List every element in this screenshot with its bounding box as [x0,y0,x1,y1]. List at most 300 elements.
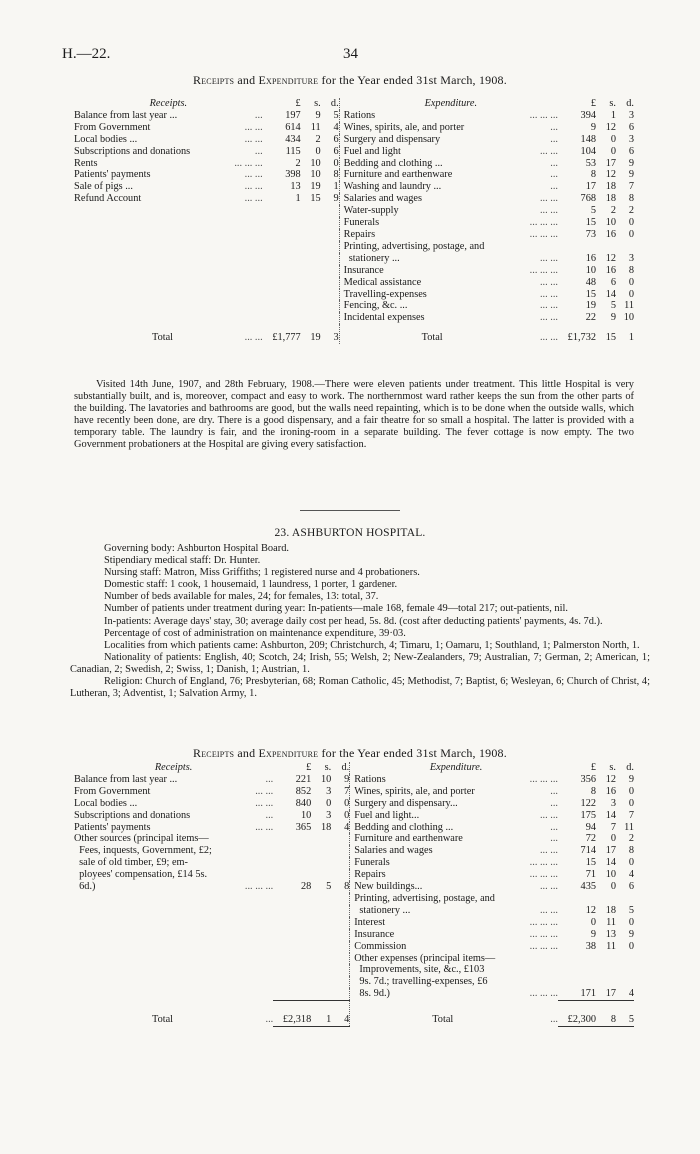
title-rest: for the Year ended 31st March, 1908. [318,746,507,760]
expenditure-pence: 6 [628,121,634,133]
receipt-label [74,833,273,845]
leader-dots: ... [550,181,558,193]
table-row [74,845,634,857]
leader-dots: ... ... [539,332,558,344]
expenditure-label [344,217,558,229]
receipt-shillings: 0 [315,145,321,157]
receipt-pounds: 840 [295,797,312,809]
expenditure-text: Bedding and clothing ... [343,157,443,169]
receipt-pounds: 1 [295,193,301,205]
expenditure-pounds: 16 [585,252,596,264]
expenditure-shillings: 16 [605,785,616,797]
leader-dots: ... ... ... [529,988,558,1000]
expenditure-shillings: 14 [605,857,616,869]
empty-cell [263,229,301,241]
totals-row [74,1001,634,1027]
expenditure-pounds: 15 [585,217,596,229]
expenditure-label [354,905,558,917]
expenditure-label [344,110,558,122]
expenditure-text: Incidental expenses [343,312,425,324]
expenditure-label [354,964,558,976]
receipt-pounds: 614 [285,121,301,133]
receipt-pence: 0 [344,809,350,821]
leader-dots: ... ... ... [529,869,558,881]
table-row [74,917,634,929]
empty-cell [273,929,311,941]
expenditure-text: Printing, advertising, postage, and [343,240,485,252]
receipt-text: Subscriptions and donations [74,145,191,157]
expenditure-label [344,277,558,289]
expenditure-text: Wines, spirits, ale, and porter [343,121,465,133]
expenditure-label [354,953,558,965]
expenditure-pounds: 171 [580,988,596,1000]
receipt-shillings: 0 [326,797,332,809]
table-heading-row [74,762,634,774]
info-paragraph: Nationality of patients: English, 40; Scotch, 24; Irish, 55; Welsh, 2; New-Zealanders, 79; Australian, 7; German, 2; American, 1; Canadian, 2; Swedish, 2; Swiss, 1; Danish, 1; Austrian, 1. [70,651,650,675]
receipt-label [74,169,263,181]
empty-cell [301,241,321,253]
receipt-pence [331,833,350,845]
table-row [74,253,634,265]
empty-cell [74,241,263,253]
expenditure-pence: 9 [628,928,634,940]
info-paragraph: Number of patients under treatment during year: In-patients—male 168, female 49—total 217; out-patients, nil. [104,603,568,615]
receipt-shillings: 19 [310,181,321,193]
expenditure-pence: 9 [628,773,634,785]
pence-head: d. [626,98,634,109]
expenditure-text: Surgery and dispensary... [354,797,458,809]
receipt-pounds: 852 [295,785,312,797]
leader-dots: ... ... [244,133,263,145]
expenditure-label [344,229,558,241]
empty-cell [74,205,263,217]
table-row [74,205,634,217]
empty-cell [74,253,263,265]
receipt-shillings [311,857,331,869]
empty-cell [273,905,311,917]
empty-cell [263,277,301,289]
expenditure-pence: 10 [623,312,634,324]
empty-cell [263,300,301,312]
expenditure-shillings: 10 [605,869,616,881]
pence-head: d. [330,98,339,109]
expenditure-text: Furniture and earthenware [343,169,453,181]
expenditure-pence: 7 [628,181,634,193]
expenditure-label [344,122,558,134]
receipt-label [74,845,273,857]
expenditure-label [354,822,558,834]
expenditure-label [344,146,558,158]
receipt-pence: 0 [333,157,339,169]
receipt-pence: 6 [333,133,339,145]
empty-cell [273,917,311,929]
receipt-pence: 9 [333,193,339,205]
title-and-word: and [234,746,259,760]
empty-cell [321,300,340,312]
expenditure-text: Wines, spirits, ale, and porter [354,785,475,797]
leader-dots: ... [550,785,558,797]
empty-cell [74,988,273,1000]
leader-dots: ... ... [539,145,558,157]
empty-cell [301,265,321,277]
leader-dots: ... ... ... [529,916,558,928]
title-receipts-word: Receipts [193,746,235,760]
receipt-text: From Government [74,121,151,133]
visit-report-paragraph: Visited 14th June, 1907, and 28th February, 1908.—There were eleven patients under treatment. This little Hospital is very substantially built, and is, moreover, compact and easy to work. The northernmost ward rather keeps the sun from the other parts of the building. The lavatories and bathrooms are good, but the walls need repainting, which is to be done when the outside walls, which have recently been done, are dry. There is a good dispensary, and a fair theatre for so small a hospital. The latter is provided with a temporary table. The laundry is fair, and the ironing-room in a separate building. The fever cottage is now empty. The two Government probationers at the Hospital are giving every satisfaction. [74,379,634,450]
leader-dots: ... [265,1013,274,1025]
expenditure-shillings [596,893,616,905]
receipt-text: From Government [74,785,151,797]
receipt-pounds [273,869,311,881]
expenditure-text: Washing and laundry ... [343,181,442,193]
empty-cell [301,229,321,241]
title-rest: for the Year ended 31st March, 1908. [318,73,507,87]
expenditure-total-label [354,1001,558,1027]
leader-dots: ... [265,809,274,821]
leader-dots: ... [550,169,558,181]
expenditure-shillings [596,241,616,253]
table-row [74,181,634,193]
receipt-label [74,158,263,170]
receipt-pence: 9 [344,773,350,785]
expenditure-pounds: 71 [585,869,596,881]
receipt-label [74,810,273,822]
expenditure-pounds: 8 [590,785,596,797]
receipt-pounds: 2 [295,157,301,169]
empty-cell [331,893,350,905]
expenditure-pence: 6 [628,881,634,893]
table-row [74,953,634,965]
leader-dots: ... ... [539,193,558,205]
expenditure-shillings: 0 [610,881,616,893]
expenditure-text: Rations [354,773,386,785]
receipt-text: Refund Account [74,193,142,205]
expenditure-pounds [558,893,596,905]
table-row [74,300,634,312]
expenditure-pence: 5 [628,904,634,916]
leader-dots: ... ... ... [529,857,558,869]
expenditure-text: Salaries and wages [343,193,422,205]
expenditure-shillings: 0 [610,133,616,145]
empty-cell [301,253,321,265]
expenditure-shillings: 9 [610,312,616,324]
title-expenditure-word: Expenditure [258,73,319,87]
expenditure-shillings: 12 [605,169,616,181]
expenditure-pounds [558,964,596,976]
receipt-pounds: 197 [285,109,301,121]
expenditure-text: Medical assistance [343,276,422,288]
shilling-head: s. [609,98,616,109]
table-row [74,976,634,988]
table-row [74,158,634,170]
receipt-shillings: 2 [315,133,321,145]
receipt-shillings [311,845,331,857]
table-row [74,229,634,241]
expenditure-pence: 11 [624,300,634,312]
empty-cell [321,253,340,265]
expenditure-label [354,869,558,881]
expenditure-label [344,265,558,277]
leader-dots: ... ... [539,845,558,857]
expenditure-pence [616,964,634,976]
expenditure-shillings: 17 [605,988,616,1000]
receipt-label [74,881,273,893]
expenditure-text: Water-supply [343,205,399,217]
receipt-pence: 4 [333,121,339,133]
expenditure-shillings: 5 [610,300,616,312]
expenditure-label [354,798,558,810]
expenditure-shillings: 14 [605,809,616,821]
expenditure-text: Bedding and clothing ... [354,821,454,833]
section-divider [300,510,400,511]
empty-cell [321,241,340,253]
leader-dots: ... ... ... [529,109,558,121]
expenditure-shillings: 11 [606,916,616,928]
leader-dots: ... ... [244,181,263,193]
expenditure-label [344,241,558,253]
expenditure-pence: 0 [628,916,634,928]
expenditure-pounds: 38 [585,940,596,952]
empty-cell [273,988,311,1000]
leader-dots: ... [550,121,558,133]
expenditure-pounds: 104 [580,145,596,157]
expenditure-shillings: 18 [605,193,616,205]
expenditure-text: Funerals [354,857,390,869]
expenditure-total-label [344,324,558,344]
empty-cell [331,917,350,929]
leader-dots: ... ... [539,809,558,821]
expenditure-pounds: 5 [590,205,596,217]
expenditure-text: Furniture and earthenware [354,833,463,845]
title-receipts-word: Receipts [193,73,235,87]
expenditure-text: Rations [343,109,376,121]
pound-head: £ [590,98,596,109]
expenditure-pounds: 435 [580,881,596,893]
leader-dots: ... ... [244,121,263,133]
section2-title [0,746,700,761]
expenditure-text: Other expenses (principal items— [354,952,496,964]
section2-accounts-table [74,762,634,1027]
receipt-pence: 8 [333,169,339,181]
receipts-total-text: Total [152,1013,174,1025]
shilling-head: s. [324,762,332,773]
expenditure-shillings: 3 [610,797,616,809]
receipt-pence: 7 [344,785,350,797]
page-reference: H.—22. [62,46,111,62]
info-line: Nursing staff: Matron, Miss Griffiths; 1 registered nurse and 4 probationers. [104,567,420,579]
empty-cell [311,953,331,965]
expenditure-shillings: 7 [610,821,616,833]
expenditure-pence: 6 [628,145,634,157]
leader-dots: ... ... [244,169,263,181]
empty-cell [74,929,273,941]
empty-cell [273,941,311,953]
receipt-pence: 4 [344,821,350,833]
expenditure-text: Repairs [343,228,376,240]
empty-cell [301,312,321,324]
empty-cell [331,964,350,976]
table-row [74,241,634,253]
leader-dots: ... [550,1013,558,1025]
leader-dots: ... ... [244,332,263,344]
expenditure-total-text: Total [432,1013,454,1025]
leader-dots: ... ... ... [234,157,263,169]
expenditure-heading: Expenditure. [424,98,478,109]
leader-dots: ... [550,797,558,809]
table-row [74,988,634,1000]
info-paragraph: Localities from which patients came: Ashburton, 209; Christchurch, 4; Timaru, 1; Oamaru, 1; Southland, 1; Palmerston North, 1. [104,639,640,651]
leader-dots: ... [550,157,558,169]
table-row [74,941,634,953]
table-row [74,964,634,976]
expenditure-pounds [558,976,596,988]
expenditure-label [354,929,558,941]
section1-title [0,73,700,88]
receipt-shillings: 9 [315,109,321,121]
expenditure-label [354,893,558,905]
receipt-label [74,122,263,134]
expenditure-pence: 3 [628,109,634,121]
expenditure-text: stationery ... [354,904,411,916]
receipt-pence: 6 [333,145,339,157]
leader-dots: ... ... ... [529,264,558,276]
receipt-text: ployees' compensation, £14 5s. [74,869,208,881]
expenditure-shillings: 1 [610,109,616,121]
expenditure-pence: 0 [628,940,634,952]
receipt-label [74,798,273,810]
expenditure-heading: Expenditure. [429,762,483,773]
table-row [74,833,634,845]
expenditure-pounds: 73 [585,228,596,240]
receipt-text: Other sources (principal items— [74,833,209,845]
expenditure-pence [616,893,634,905]
receipt-shillings: 10 [320,773,332,785]
receipts-total-label [74,1001,273,1027]
empty-cell [74,953,273,965]
expenditure-text: Fencing, &c. ... [343,300,408,312]
leader-dots: ... ... [539,881,558,893]
receipt-pence [331,857,350,869]
receipts-total-pence: 3 [333,332,339,344]
expenditure-label [354,786,558,798]
expenditure-label [344,169,558,181]
empty-cell [273,953,311,965]
empty-cell [301,277,321,289]
receipt-label [74,857,273,869]
expenditure-label [344,134,558,146]
receipts-total-label [74,324,263,344]
receipt-pounds: 10 [300,809,312,821]
receipt-label [74,110,263,122]
expenditure-shillings [596,953,616,965]
expenditure-pence [616,953,634,965]
expenditure-pence: 4 [628,988,634,1000]
receipt-label [74,146,263,158]
info-line: Number of beds available for males, 24; for females, 13: total, 37. [104,591,379,603]
title-and-word: and [234,73,259,87]
info-line: Governing body: Ashburton Hospital Board. [104,543,289,554]
info-line: Domestic staff: 1 cook, 1 housemaid, 1 laundress, 1 porter, 1 gardener. [104,579,398,591]
receipt-text: Balance from last year ... [74,109,178,121]
expenditure-text: 9s. 7d.; travelling-expenses, £6 [354,976,488,988]
empty-cell [263,312,301,324]
empty-cell [321,265,340,277]
receipts-total-pence: 4 [331,1001,350,1027]
empty-cell [74,941,273,953]
leader-dots: ... ... ... [529,928,558,940]
receipt-pounds [273,833,311,845]
expenditure-pounds: 8 [590,169,596,181]
expenditure-pounds: 15 [585,288,596,300]
info-paragraph: Percentage of cost of administration on maintenance expenditure, 39·03. [104,627,406,639]
expenditure-shillings: 12 [605,252,616,264]
empty-cell [74,300,263,312]
receipt-label [74,181,263,193]
expenditure-text: Commission [354,940,407,952]
expenditure-pence: 3 [628,133,634,145]
receipts-total-pounds: £2,318 [273,1001,311,1027]
expenditure-pence: 0 [628,217,634,229]
empty-cell [321,312,340,324]
hospital-title: 23. ASHBURTON HOSPITAL. [274,527,426,539]
receipt-text: Sale of pigs ... [74,181,133,193]
empty-cell [263,289,301,301]
receipt-shillings: 3 [326,785,332,797]
leader-dots: ... ... ... [529,228,558,240]
expenditure-text: Funerals [343,217,380,229]
expenditure-total-pence: 1 [628,332,634,344]
pound-head: £ [306,762,312,773]
receipt-pounds: 28 [300,881,312,893]
receipt-pounds: 398 [285,169,301,181]
receipt-shillings: 5 [326,881,332,893]
table-row [74,217,634,229]
table-row [74,110,634,122]
empty-cell [74,893,273,905]
empty-cell [311,917,331,929]
empty-cell [74,917,273,929]
expenditure-pounds: 768 [580,193,596,205]
expenditure-shillings: 12 [605,773,616,785]
expenditure-pence: 9 [628,157,634,169]
receipt-pounds [273,857,311,869]
expenditure-pence: 3 [628,252,634,264]
expenditure-pounds [558,953,596,965]
totals-row [74,324,634,344]
table-row [74,169,634,181]
expenditure-shillings: 16 [605,228,616,240]
receipt-pounds: 13 [290,181,301,193]
empty-cell [263,205,301,217]
leader-dots: ... [254,109,263,121]
receipt-text: Subscriptions and donations [74,809,191,821]
expenditure-text: Insurance [343,264,384,276]
expenditure-pounds: 19 [585,300,596,312]
expenditure-pence: 4 [628,869,634,881]
empty-cell [331,941,350,953]
empty-cell [263,241,301,253]
receipt-text: Rents [74,157,98,169]
leader-dots: ... [254,145,263,157]
expenditure-total-pounds: £2,300 [558,1001,596,1027]
receipt-label [74,869,273,881]
receipts-total-shillings: 19 [310,332,321,344]
expenditure-label [344,205,558,217]
expenditure-pounds: 0 [590,916,596,928]
expenditure-shillings: 11 [606,940,616,952]
receipt-label [74,774,273,786]
leader-dots: ... ... ... [529,217,558,229]
